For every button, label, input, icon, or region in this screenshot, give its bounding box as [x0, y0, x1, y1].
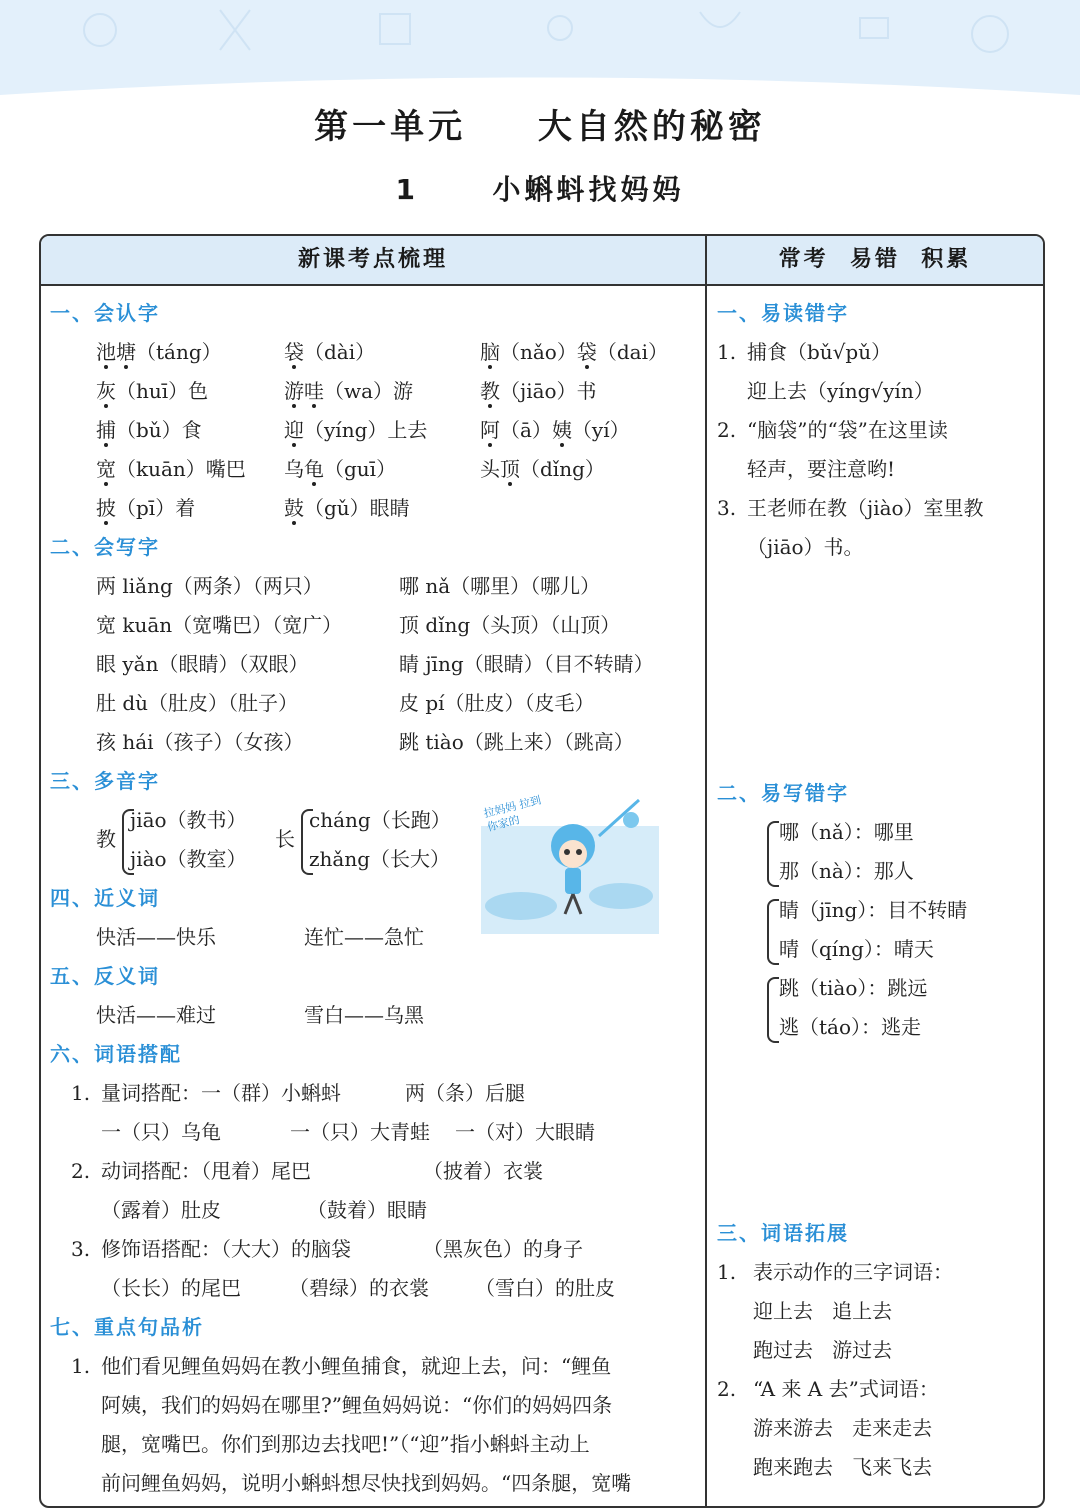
pinyin: （táng）: [136, 340, 222, 364]
unit-name: 大自然的秘密: [537, 107, 766, 147]
polyphone-reading: jiāo（教书）: [130, 808, 247, 832]
list-item: 灰（huī）色 游哇（wa）游 教（jiāo）书: [96, 372, 696, 411]
polyphone-reading: jiào（教室）: [130, 847, 247, 871]
synonym-pair: 连忙——急忙: [304, 925, 424, 949]
miswrite-item: 跳（tiào）：跳远: [779, 976, 928, 1000]
column-divider: [705, 284, 707, 1506]
miswrite-item: 晴（qíng）：晴天: [779, 937, 934, 961]
sentence-line: 他们看见鲤鱼妈妈在教小鲤鱼捕食，就迎上去，问：“鲤鱼: [101, 1354, 612, 1378]
left-column-header: 新课考点梳理: [41, 236, 707, 286]
brace: [767, 899, 779, 965]
lesson-title: [0, 168, 1080, 212]
antonym-pair: 雪白——乌黑: [304, 1003, 424, 1027]
miswrite-item: 逃（táo）：逃走: [779, 1015, 922, 1039]
band-background: [0, 0, 1080, 110]
unit-title: [0, 100, 1080, 154]
section-title-synonyms: 四、近义词: [50, 886, 160, 910]
list-item: 捕（bǔ）食 迎（yíng）上去 阿（ā）姨（yí）: [96, 411, 696, 450]
content-frame: 新课考点梳理 常考 易错 积累 一、会认字 池塘（táng） 袋（dài） 脑（nǎo）袋（dai） 灰（huī）色 游哇（wa）游 教（jiāo）书 捕（bǔ）食 迎（yíng）上去 阿（ā）姨（yí） 宽（kuān）嘴巴 乌龟（guī） 头顶（dǐng） 披（pī）着 鼓（gǔ）眼睛 二、会写字 两 liǎng（两条）（两只） 哪 nǎ（哪里）（哪儿） 宽 kuān（宽嘴巴）（宽广） 顶 dǐng（头顶）（山顶） 眼 yǎn（眼睛）（双眼） 睛 jīng（眼睛）（目不转睛） 肚 dù（肚皮）（肚子） 皮 pí（肚皮）（皮毛） 孩 hái（孩子）（女孩） 跳 tiào（跳上来）（跳高） 三、多音字 教 jiāo（教书） jiào（教室） 长 cháng（长跑） zhǎng（长大） 拉妈妈 拉到你家的 四、近义词 快活——快乐 连忙——急忙 五、反义词 快活——难过 雪白——乌黑 六、词语搭配 1. 量词搭配：一（群）小蝌蚪 两（条）后腿 一（只）乌龟 一（只）大青蛙 一（对）大眼睛 2. 动词搭配：（甩着）尾巴 （披着）衣裳 （露着）肚皮 （鼓着）眼睛 3. 修饰语搭配：（大大）的脑袋 （黑灰色）的身子 （长长）的尾巴 （碧绿）的衣裳 （雪白）的肚皮 七、重点句品析 1. 他们看见鲤鱼妈妈在教小鲤鱼捕食，就迎上去，问：“鲤鱼 阿姨，我们的妈妈在哪里?”鲤鱼妈妈说：“你们的妈妈四条 腿，宽嘴巴。你们到那边去找吧!”（“迎”指小蝌蚪主动上 前问鲤鱼妈妈，说明小蝌蚪想尽快找到妈妈。“四条腿，宽嘴 一、易读错字 1. 捕食（bǔ√pǔ） 迎上去（yíng√yín） 2. “脑袋”的“袋”在这里读 轻声，要注意哟! 3. 王老师在教（jiào）室里教 （jiāo）书。 二、易写错字 哪（nǎ）：哪里 那（nà）：那人 睛（jīng）：目不转睛 晴（qíng）：晴天 跳（tiào）：跳远 逃（táo）：逃走 三、词语拓展 1. 表示动作的三字词语： 迎上去 追上去 跑过去 游过去 2. “A 来 A 去”式词语： 游来游去 走来走去 跑来跑去 飞来飞去: [39, 234, 1045, 1508]
top-decorative-band: [0, 0, 1080, 110]
list-item: 披（pī）着 鼓（gǔ）眼睛: [96, 489, 696, 528]
list-item: 池塘（táng） 袋（dài） 脑（nǎo）袋（dai）: [96, 333, 696, 372]
illustration-caption: 拉妈妈 拉到你家的: [482, 793, 543, 834]
synonym-pair: 快活——快乐: [96, 925, 216, 949]
lesson-name: 小蝌蚪找妈妈: [492, 173, 685, 206]
title-block: [0, 100, 1080, 212]
miswrite-item: 那（nà）：那人: [779, 859, 914, 883]
polyphone-char: 长: [275, 827, 295, 851]
polyphone-reading: zhǎng（长大）: [309, 847, 451, 871]
section-title-key-sentence: 七、重点句品析: [50, 1315, 204, 1339]
brace: [767, 821, 779, 887]
right-column-header: 常考 易错 积累: [707, 236, 1043, 286]
section-title-write: 二、会写字: [50, 535, 160, 559]
section-title-polyphone: 三、多音字: [50, 769, 160, 793]
sentence-line: 腿，宽嘴巴。你们到那边去找吧!”（“迎”指小蝌蚪主动上: [101, 1432, 590, 1456]
section-title-word-expansion: 三、词语拓展: [717, 1221, 849, 1245]
sentence-line: 阿姨，我们的妈妈在哪里?”鲤鱼妈妈说：“你们的妈妈四条: [101, 1393, 613, 1417]
miswrite-item: 睛（jīng）：目不转睛: [779, 898, 968, 922]
section-title-recognize: 一、会认字: [50, 301, 160, 325]
char: 池: [96, 333, 116, 372]
brace: [767, 977, 779, 1043]
section-title-antonyms: 五、反义词: [50, 964, 160, 988]
item-number: 1.: [71, 1354, 91, 1378]
polyphone-char: 教: [96, 827, 116, 851]
lesson-number: 1: [395, 173, 419, 206]
sentence-line: 前问鲤鱼妈妈，说明小蝌蚪想尽快找到妈妈。“四条腿，宽嘴: [101, 1471, 632, 1495]
polyphone-reading: cháng（长跑）: [309, 808, 451, 832]
section-title-miswrite: 二、易写错字: [717, 781, 849, 805]
unit-label: 第一单元: [314, 107, 467, 147]
tadpole-illustration: [481, 793, 659, 934]
list-item: 宽（kuān）嘴巴 乌龟（guī） 头顶（dǐng）: [96, 450, 696, 489]
antonym-pair: 快活——难过: [96, 1003, 216, 1027]
miswrite-item: 哪（nǎ）：哪里: [779, 820, 914, 844]
section-title-collocation: 六、词语搭配: [50, 1042, 182, 1066]
section-title-misread: 一、易读错字: [717, 301, 849, 325]
